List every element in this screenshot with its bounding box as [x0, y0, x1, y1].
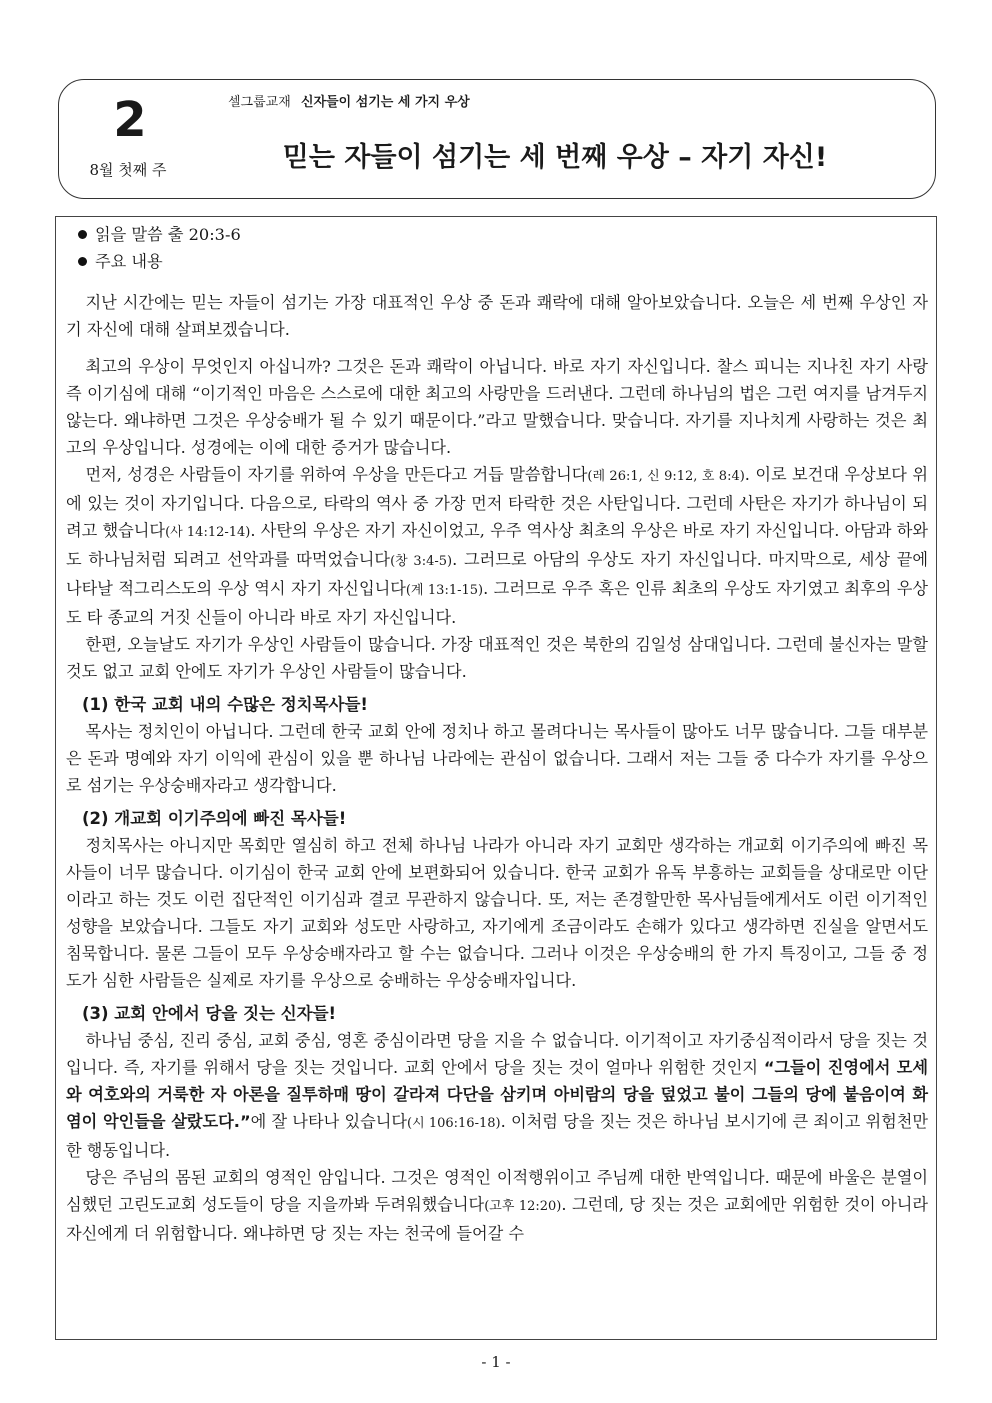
- reading-label: 읽을 말씀 출 20:3-6: [95, 225, 241, 244]
- section-body-3b: [66, 1164, 928, 1247]
- header-box: [58, 79, 936, 199]
- reading-bullet: [78, 221, 928, 248]
- content: [66, 221, 928, 1247]
- scripture-ref: (창 3:4-5): [390, 554, 453, 569]
- section-body-1: 목사는 정치인이 아닙니다. 그런데 한국 교회 안에 정치나 하고 몰려다니는 목사들이 많아도 너무 많습니다. 그들 대부분은 돈과 명예와 자기 이익에 관심이 있을 뿐 하나님 나라에는 관심이 없습니다. 그래서 저는 그들 중 다수가 자기를 우상으로 섬기는 우상숭배자라고 생각합니다.: [66, 722, 928, 795]
- scripture-ref: (사 14:12-14): [165, 525, 251, 540]
- page-number: - 1 -: [481, 1353, 511, 1371]
- text-span: . 사탄의 우상은 자기 자신이었고, 우주 역사상 최초의 우상은 바로 자기 자신입니다. 아담과 하와도 하나님처럼 되려고 선악과를 따먹었습니다: [66, 521, 929, 569]
- text-span: . 그런데, 당 짓는 것은 교회에만 위험한 것이 아니라 자신에게 더 위험합니다. 왜냐하면 당 짓는 자는 천국에 들어갈 수: [66, 1195, 929, 1243]
- content-box: [55, 216, 937, 1340]
- text-span: . 그러므로 우주 혹은 인류 최초의 우상도 자기였고 최후의 우상도 타 종교의 거짓 신들이 아니라 바로 자기 자신입니다.: [66, 579, 928, 627]
- text-span: . 그러므로 아담의 우상도 자기 자신입니다. 마지막으로, 세상 끝에 나타날 적그리스도의 우상 역시 자기 자신입니다: [66, 550, 928, 598]
- main-content-label: 주요 내용: [95, 252, 163, 271]
- section-heading-1: (1) 한국 교회 내의 수많은 정치목사들!: [82, 695, 368, 714]
- text-span: 에 잘 나타나 있습니다: [250, 1112, 407, 1131]
- main-content-bullet: [78, 248, 928, 275]
- text-span: 당은 주님의 몸된 교회의 영적인 암입니다. 그것은 영적인 이적행위이고 주님께 대한 반역입니다. 때문에 바울은 분열이 심했던 고린도교회 성도들이 당을 지을까봐 두려워했습니다: [66, 1168, 928, 1214]
- section-body-3: [66, 1027, 928, 1164]
- series-title: 신자들이 섬기는 세 가지 우상: [300, 95, 470, 110]
- text-span: . 이로 보건대 우상보다 위에 있는 것이 자기입니다. 다음으로, 타락의 역사 중 가장 먼저 타락한 것은 사탄입니다. 그런데 사탄은 자기가 하나님이 되려고 했습니다: [66, 465, 928, 540]
- section-body-2: 정치목사는 아니지만 목회만 열심히 하고 전체 하나님 나라가 아니라 자기 교회만 생각하는 개교회 이기주의에 빠진 목사들이 너무 많습니다. 이기심이 한국 교회 안에 보편화되어 있습니다. 한국 교회가 유독 부흥하는 교회들을 상대로만 이단이라고 하는 것도 이런 집단적인 이기심과 결코 무관하지 않습니다. 또, 저는 존경할만한 목사님들에게서도 이런 이기적인 성향을 보았습니다. 그들도 자기 교회와 성도만 사랑하고, 자기에게 조금이라도 손해가 있다고 생각하면 진실을 알면서도 침묵합니다. 물론 그들이 모두 우상숭배자라고 할 수는 없습니다. 그러나 이것은 우상숭배의 한 가지 특징이고, 그들 중 정도가 심한 사람들은 실제로 자기를 우상으로 숭배하는 우상숭배자입니다.: [66, 836, 928, 990]
- paragraph-bible-evidence: [66, 461, 928, 631]
- text-span: 먼저, 성경은 사람들이 자기를 위하여 우상을 만든다고 거듭 말씀합니다: [85, 465, 588, 484]
- series-line: [228, 94, 470, 112]
- scripture-ref: (시 106:16-18): [407, 1116, 501, 1131]
- scripture-ref: (레 26:1, 신 9:12, 호 8:4): [587, 469, 745, 484]
- lesson-number: 2: [113, 92, 147, 148]
- page-title: 믿는 자들이 섬기는 세 번째 우상 – 자기 자신!: [282, 142, 828, 173]
- paragraph-intro: 지난 시간에는 믿는 자들이 섬기는 가장 대표적인 우상 중 돈과 쾌락에 대해 알아보았습니다. 오늘은 세 번째 우상인 자기 자신에 대해 살펴보겠습니다.: [66, 293, 928, 339]
- bullet-icon: [78, 257, 87, 266]
- scripture-quote: “그들이 진영에서 모세와 여호와의 거룩한 자 아론을 질투하매 땅이 갈라져 다단을 삼키며 아비람의 당을 덮었고 불이 그들의 당에 붙음이여 화염이 악인들을 살랐도다.”: [66, 1058, 928, 1131]
- paragraph-idol-self: 최고의 우상이 무엇인지 아십니까? 그것은 돈과 쾌락이 아닙니다. 바로 자기 자신입니다. 찰스 피니는 지나친 자기 사랑 즉 이기심에 대해 “이기적인 마음은 스스로에 대한 최고의 사랑만을 드러낸다. 그런데 하나님의 법은 그런 여지를 남겨두지 않는다. 왜냐하면 그것은 우상숭배가 될 수 있기 때문이다.”라고 말했습니다. 맞습니다. 자기를 지나치게 사랑하는 것은 최고의 우상입니다. 성경에는 이에 대한 증거가 많습니다.: [66, 357, 928, 457]
- text-span: 하나님 중심, 진리 중심, 교회 중심, 영혼 중심이라면 당을 지을 수 없습니다. 이기적이고 자기중심적이라서 당을 짓는 것입니다. 즉, 자기를 위해서 당을 짓는 것입니다. 교회 안에서 당을 짓는 것이 얼마나 위험한 것인지: [66, 1031, 928, 1077]
- bullet-icon: [78, 230, 87, 239]
- scripture-ref: (고후 12:20): [484, 1199, 562, 1214]
- lesson-week: 8월 첫째 주: [89, 161, 167, 179]
- scripture-ref: (계 13:1-15): [405, 583, 484, 598]
- paragraph-today: 한편, 오늘날도 자기가 우상인 사람들이 많습니다. 가장 대표적인 것은 북한의 김일성 삼대입니다. 그런데 불신자는 말할 것도 없고 교회 안에도 자기가 우상인 사람들이 많습니다.: [66, 635, 928, 681]
- text-span: . 이처럼 당을 짓는 것은 하나님 보시기에 큰 죄이고 위험천만한 행동입니다.: [66, 1112, 929, 1160]
- series-label: 셀그룹교재: [228, 95, 291, 110]
- section-heading-2: (2) 개교회 이기주의에 빠진 목사들!: [82, 809, 347, 828]
- section-heading-3: (3) 교회 안에서 당을 짓는 신자들!: [82, 1004, 337, 1023]
